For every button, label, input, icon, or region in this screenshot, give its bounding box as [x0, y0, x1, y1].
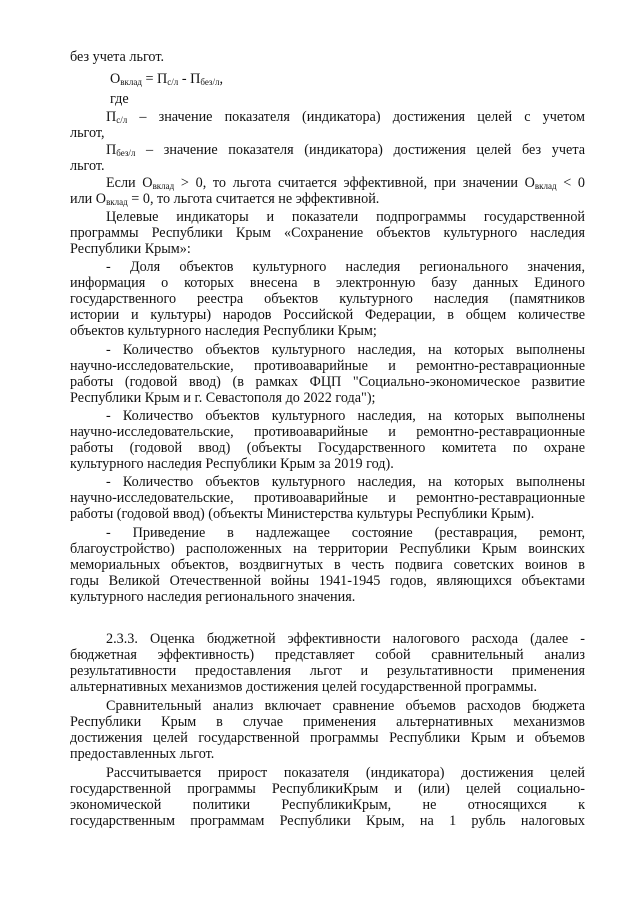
- formula-o-vklad: $О_{вклад} = П_{с/л} - П_{без/л}$,: [110, 72, 224, 87]
- bullet-line: научно-исследовательские, противоаварийные и ремонтно-реставрационные: [70, 491, 585, 506]
- definition-p-sl: $П_{с/л}$ – значение показателя (индикатора) достижения целей с учетом: [106, 110, 585, 125]
- condition-line: или $О_{вклад} = 0$, то льгота считается не эффективной.: [70, 192, 380, 207]
- bullet-line: информация о которых внесена в электронную базу данных Единого: [70, 276, 585, 291]
- bullet-line: истории и культуры) народов Российской Федерации, в общем количестве: [70, 308, 585, 323]
- text-line: Целевые индикаторы и показатели подпрограммы государственной: [106, 210, 585, 225]
- bullet-line: благоустройство) расположенных на территории Республики Крым воинских: [70, 542, 585, 557]
- bullet-line: работы (годовой ввод) (объекты Министерства культуры Республики Крым).: [70, 507, 535, 522]
- text-line: достижения целей государственной программы Республики Крым и объемов: [70, 731, 585, 746]
- text-line: экономической политики РеспубликиКрым, не относящихся к: [70, 798, 585, 813]
- text-line: Рассчитывается прирост показателя (индикатора) достижения целей: [106, 766, 585, 781]
- bullet-line: объектов культурного наследия Республики Крым;: [70, 324, 377, 339]
- bullet-line: - Количество объектов культурного наследия, на которых выполнены: [106, 343, 585, 358]
- text-line: без учета льгот.: [70, 50, 164, 65]
- bullet-line: Республики Крым и г. Севастополя до 2022 года");: [70, 391, 376, 406]
- bullet-line: культурного наследия регионального значения.: [70, 590, 356, 605]
- bullet-line: научно-исследовательские, противоаварийные и ремонтно-реставрационные: [70, 425, 585, 440]
- bullet-line: - Доля объектов культурного наследия регионального значения,: [106, 260, 585, 275]
- bullet-line: мемориальных объектов, воздвигнутых в честь подвига советских воинов в: [70, 558, 585, 573]
- section-2-3-3: 2.3.3. Оценка бюджетной эффективности налогового расхода (далее -: [106, 632, 585, 647]
- text-line: льгот.: [70, 159, 105, 174]
- text-line: программы Республики Крым «Сохранение объектов культурного наследия: [70, 226, 585, 241]
- text-line: государственным программам Республики Крым, на 1 рубль налоговых: [70, 814, 585, 829]
- text-line: предоставленных льгот.: [70, 747, 215, 762]
- bullet-line: работы (годовой ввод) (в рамках ФЦП "Социально-экономическое развитие: [70, 375, 585, 390]
- bullet-line: - Количество объектов культурного наследия, на которых выполнены: [106, 475, 585, 490]
- bullet-line: - Приведение в надлежащее состояние (реставрация, ремонт,: [106, 526, 585, 541]
- bullet-line: работы (годовой ввод) (объекты Государственного комитета по охране: [70, 441, 585, 456]
- text-line: бюджетная эффективность) представляет собой сравнительный анализ: [70, 648, 585, 663]
- text-line: льгот,: [70, 126, 105, 141]
- text-line: Республики Крым»:: [70, 242, 191, 257]
- text-line: результативности предоставления льгот и результативности применения: [70, 664, 585, 679]
- text-line: альтернативных механизмов достижения целей государственной программы.: [70, 680, 538, 695]
- where-label: где: [110, 92, 129, 107]
- bullet-line: - Количество объектов культурного наследия, на которых выполнены: [106, 409, 585, 424]
- text-line: государственной программы РеспубликиКрым и (или) целей социально-: [70, 782, 585, 797]
- bullet-line: годы Великой Отечественной войны 1941-1945 годов, являющихся объектами: [70, 574, 585, 589]
- bullet-line: государственного реестра объектов культурного наследия (памятников: [70, 292, 585, 307]
- text-line: Сравнительный анализ включает сравнение объемов расходов бюджета: [106, 699, 585, 714]
- text-line: Республики Крым в случае применения альтернативных механизмов: [70, 715, 585, 730]
- definition-p-bezl: $П_{без/л}$ – значение показателя (индикатора) достижения целей без учета: [106, 143, 585, 158]
- bullet-line: культурного наследия Республики Крым за 2019 год).: [70, 457, 394, 472]
- condition-line: Если $О_{вклад} > 0$, то льгота считается эффективной, при значении $О_{вклад} < 0$: [106, 176, 585, 191]
- bullet-line: научно-исследовательские, противоаварийные и ремонтно-реставрационные: [70, 359, 585, 374]
